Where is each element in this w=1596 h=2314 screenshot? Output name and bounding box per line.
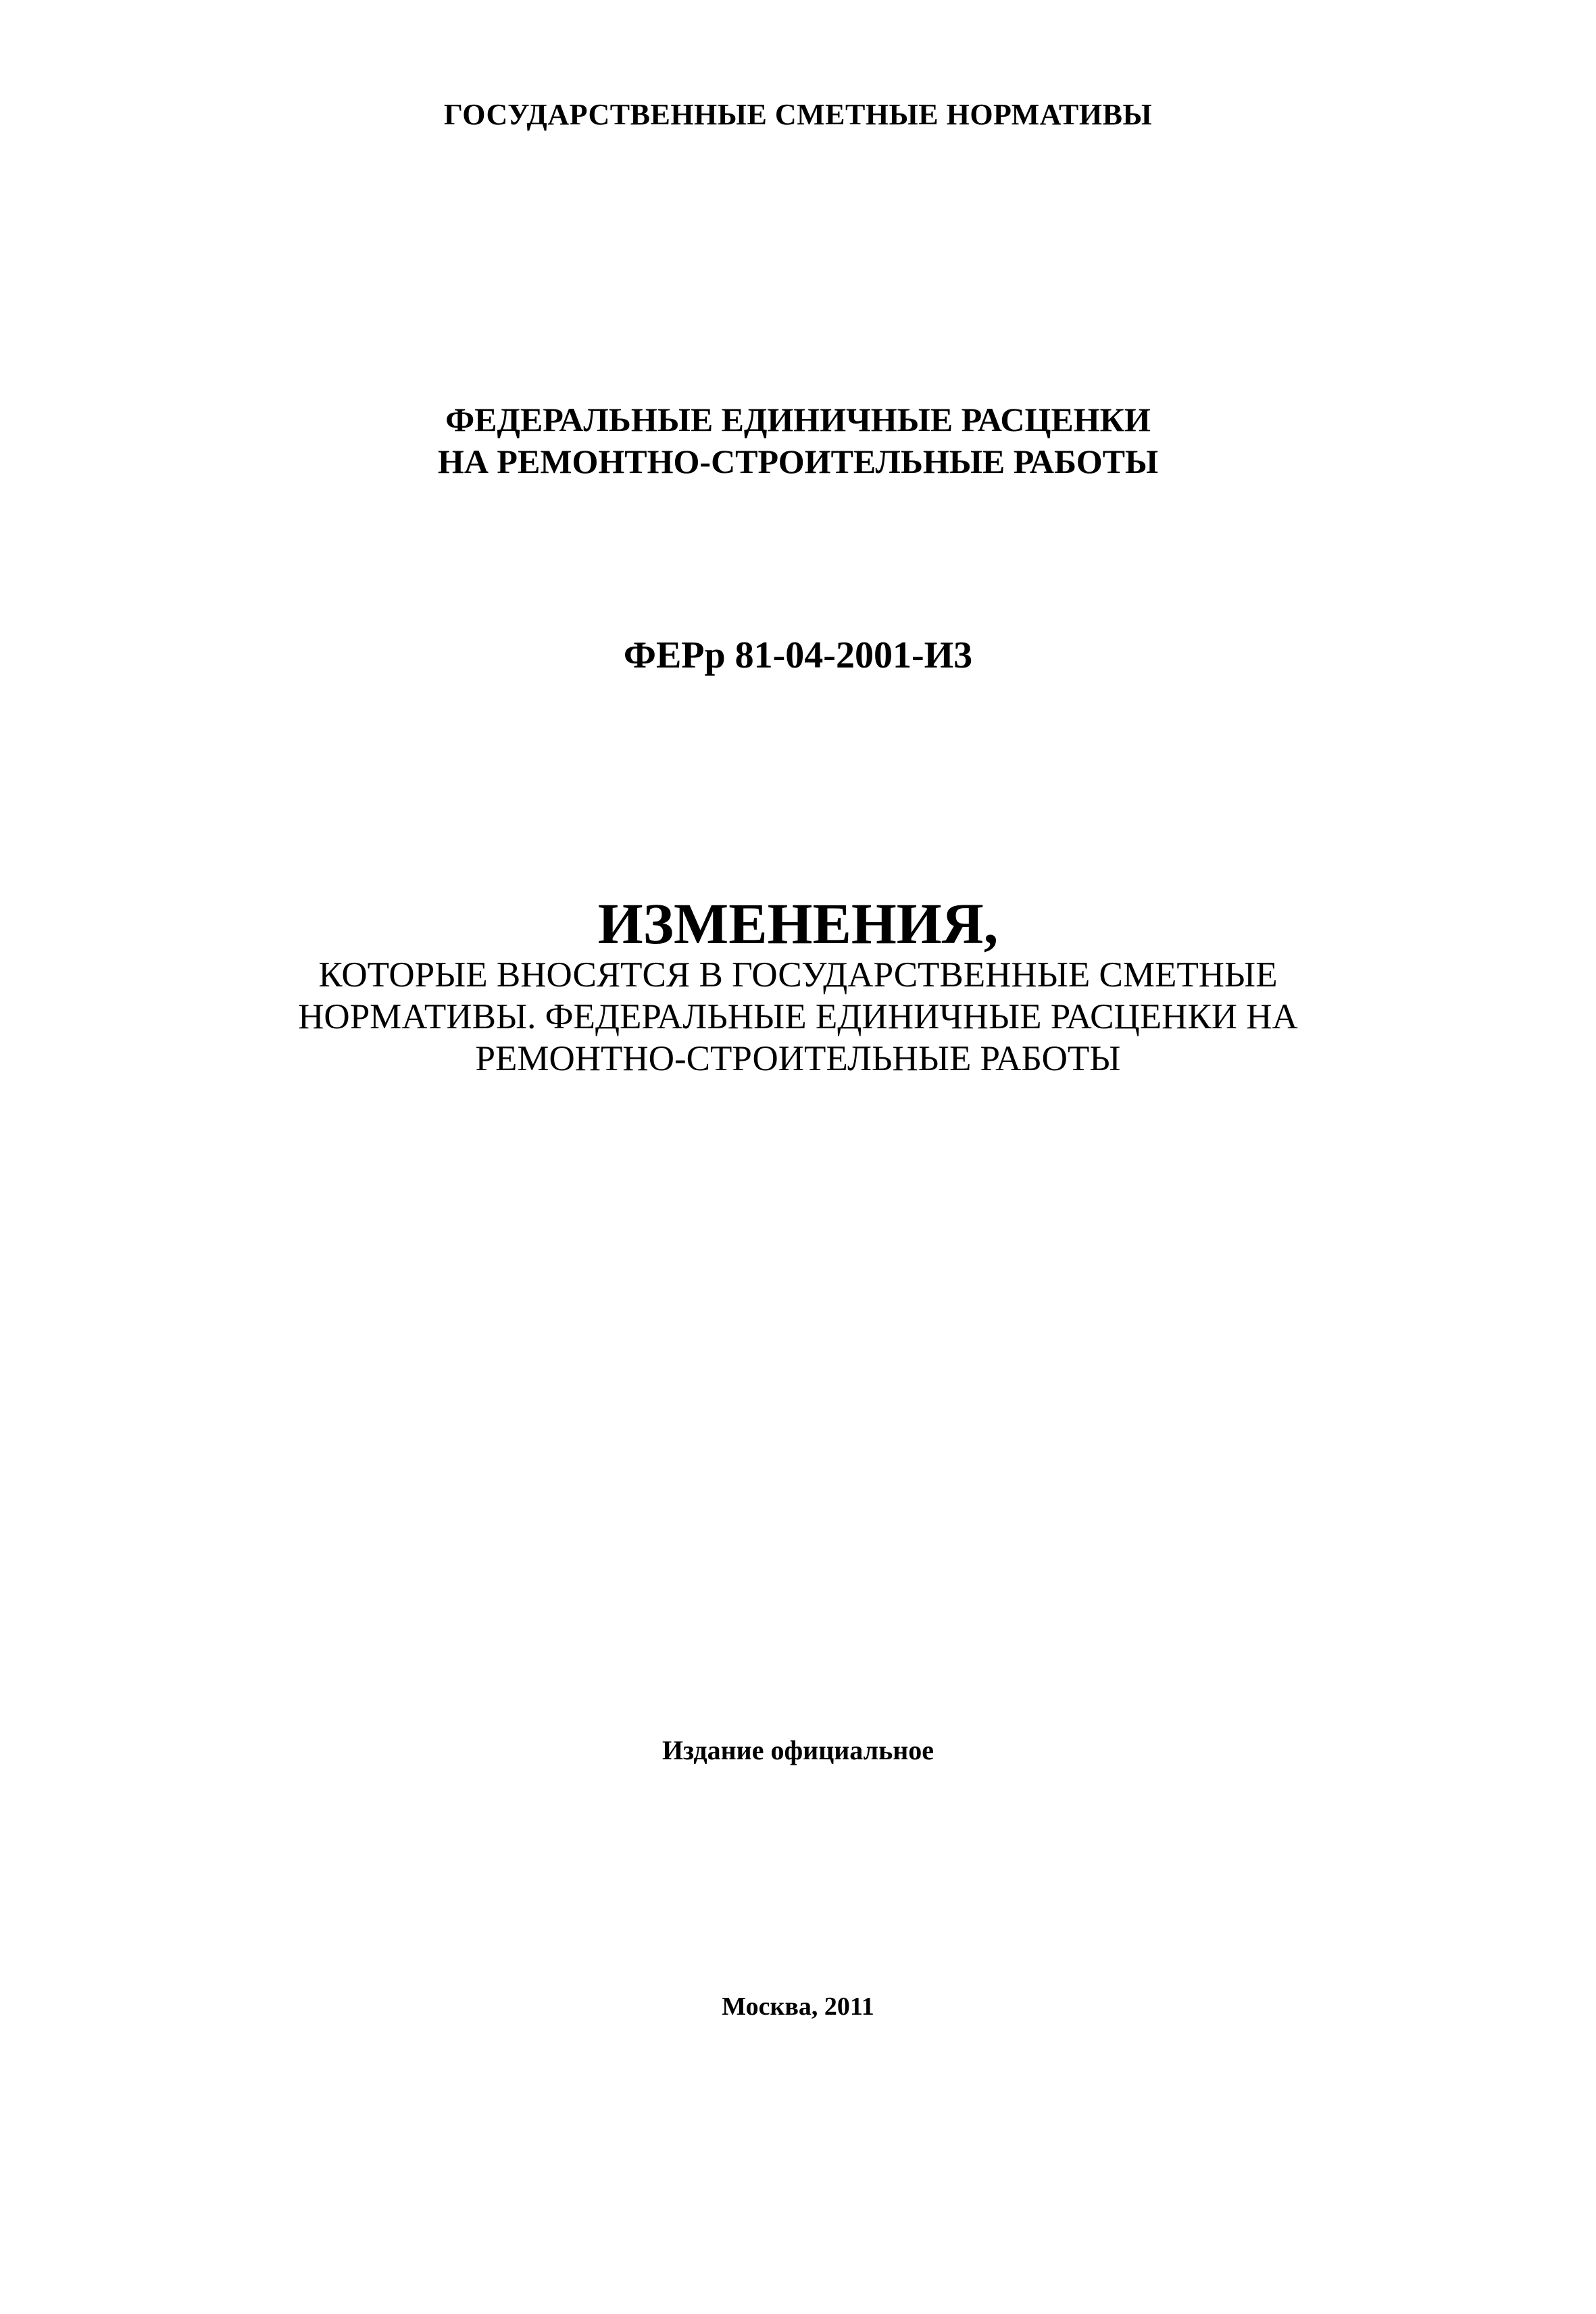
imprint	[0, 1990, 1596, 2023]
changes-subtitle-line-2: НОРМАТИВЫ. ФЕДЕРАЛЬНЫЕ ЕДИНИЧНЫЕ РАСЦЕНКИ НА	[298, 997, 1298, 1036]
changes-heading-text: ИЗМЕНЕНИЯ,	[597, 891, 999, 956]
changes-subtitle	[0, 954, 1596, 1080]
changes-subtitle-line-1: КОТОРЫЕ ВНОСЯТСЯ В ГОСУДАРСТВЕННЫЕ СМЕТНЫЕ	[318, 955, 1278, 995]
edition-label-text: Издание официальное	[662, 1735, 934, 1765]
collection-title-line-1: ФЕДЕРАЛЬНЫЕ ЕДИНИЧНЫЕ РАСЦЕНКИ	[445, 401, 1151, 438]
collection-title-line-2: НА РЕМОНТНО-СТРОИТЕЛЬНЫЕ РАБОТЫ	[437, 443, 1159, 480]
series-title-text: ГОСУДАРСТВЕННЫЕ СМЕТНЫЕ НОРМАТИВЫ	[443, 98, 1153, 131]
document-code	[0, 632, 1596, 679]
changes-subtitle-line-3: РЕМОНТНО-СТРОИТЕЛЬНЫЕ РАБОТЫ	[475, 1039, 1121, 1078]
collection-title	[0, 399, 1596, 482]
edition-label	[0, 1733, 1596, 1768]
imprint-text: Москва, 2011	[722, 1992, 874, 2021]
changes-heading	[0, 888, 1596, 959]
document-code-text: ФЕРр 81-04-2001-И3	[623, 634, 973, 676]
series-title	[0, 96, 1596, 134]
